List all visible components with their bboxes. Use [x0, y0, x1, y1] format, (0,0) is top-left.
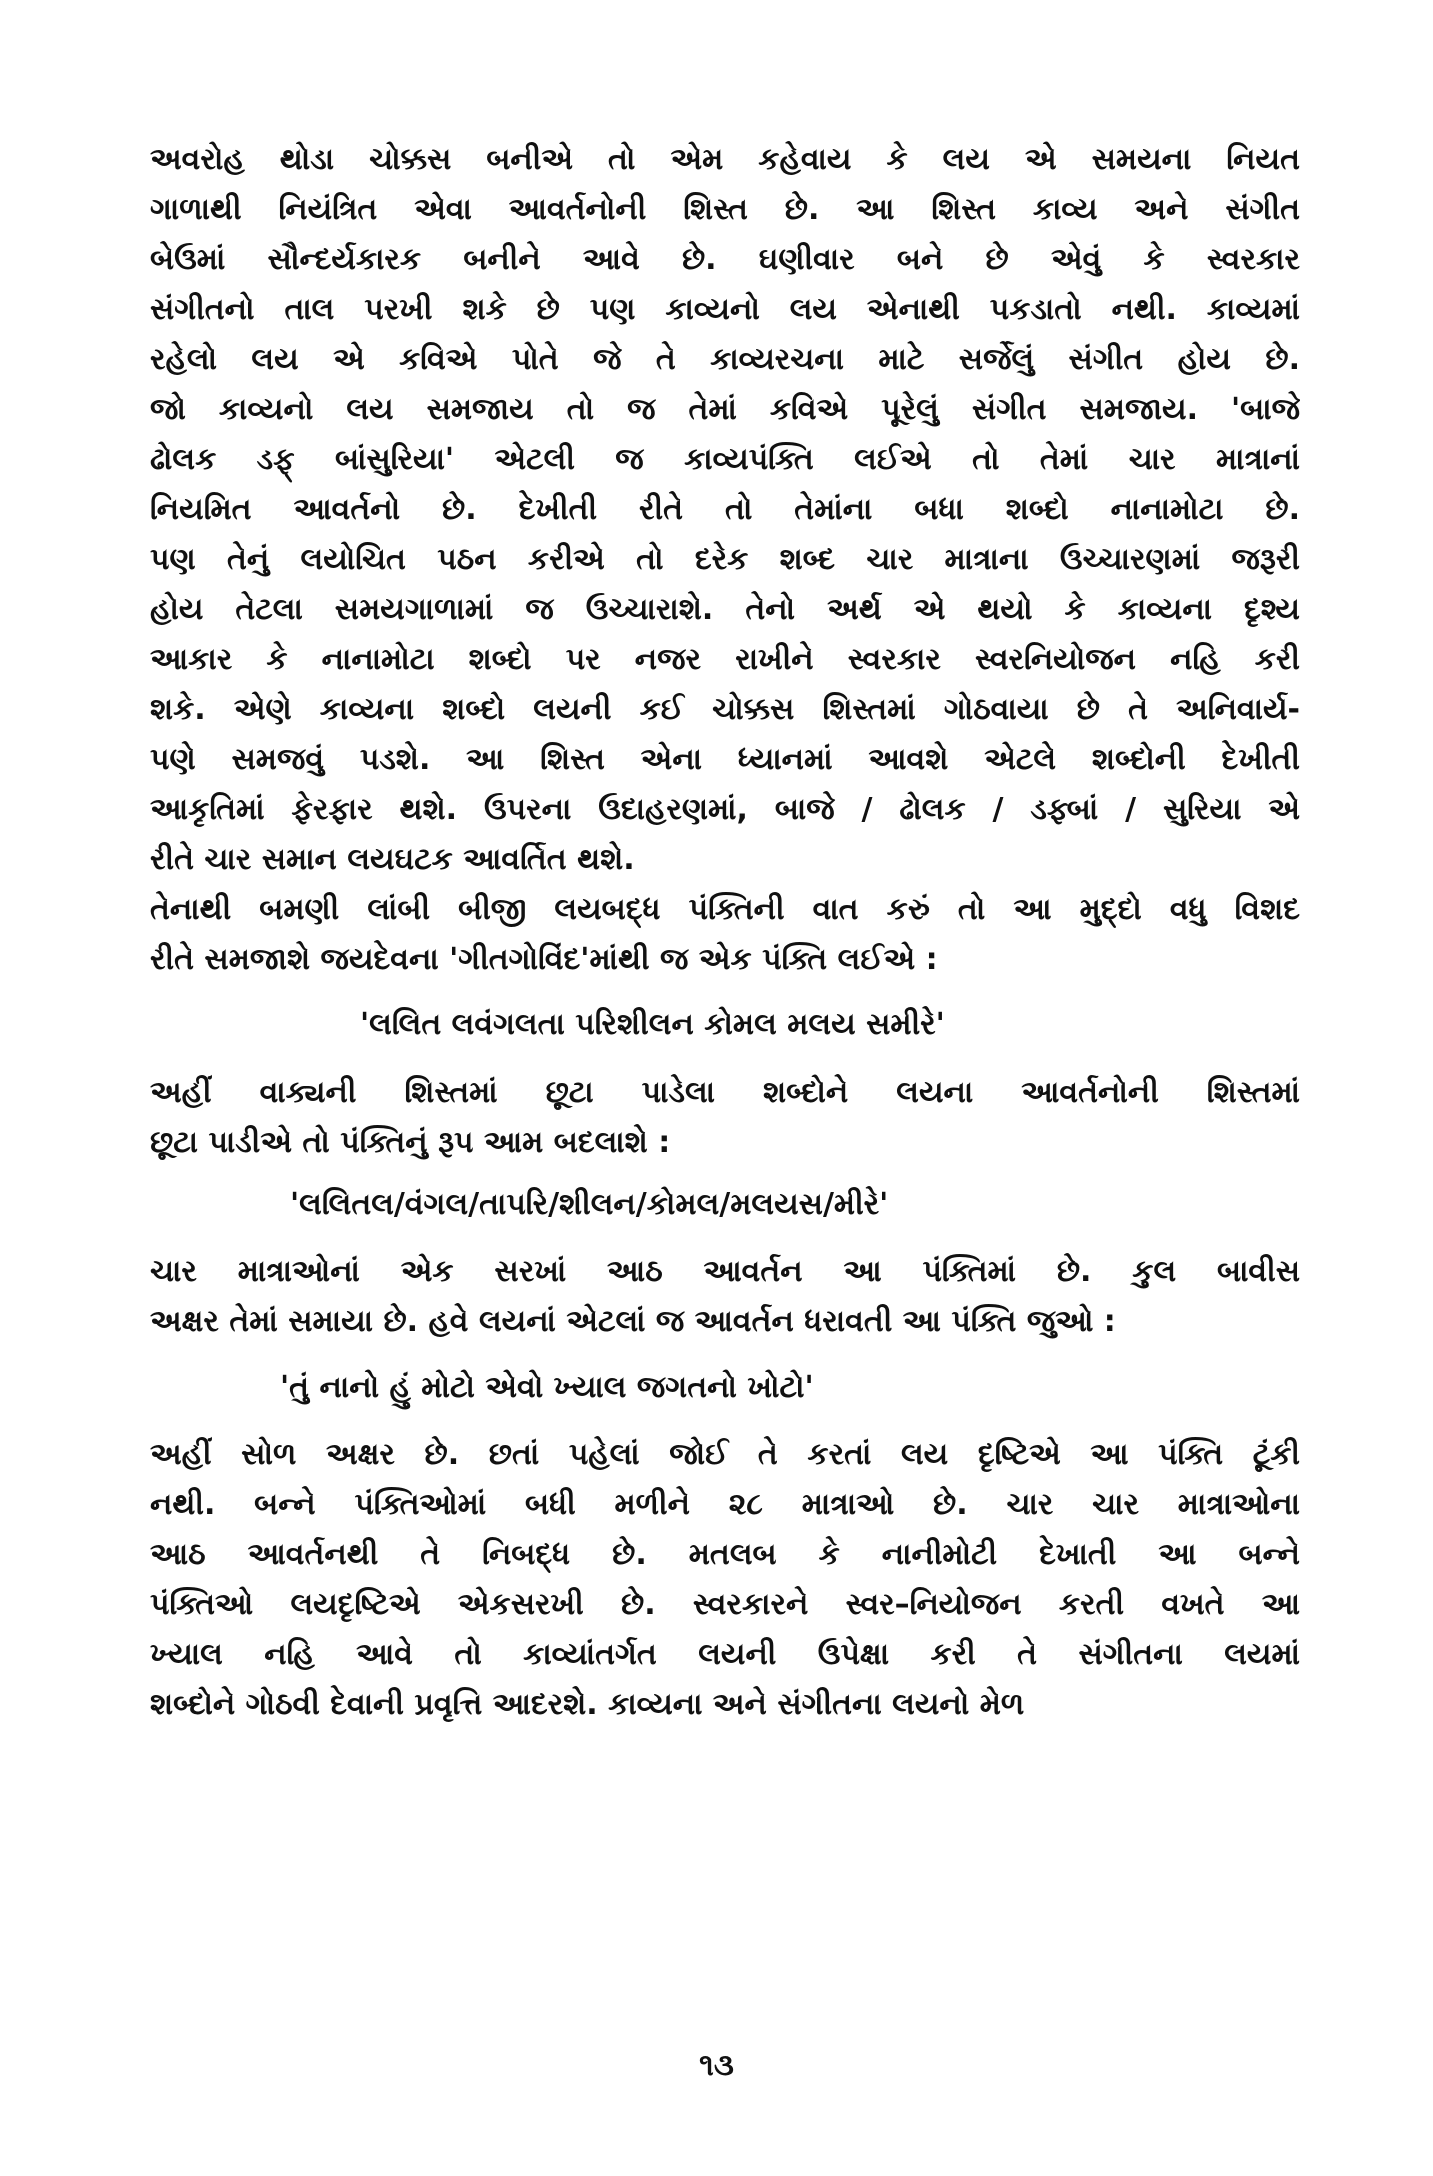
paragraph-3 — [150, 1068, 1300, 1168]
text-line: આકાર કે નાનામોટા શબ્દો પર નજર રાખીને સ્વરકાર સ્વરનિયોજન નહિ કરી — [150, 642, 1300, 677]
text-line: ઢોલક ડફ્ બાંસુરિયા' એટલી જ કાવ્યપંક્તિ લઈએ તો તેમાં ચાર માત્રાનાં — [150, 442, 1300, 477]
text-line: અવરોહ થોડા ચોક્કસ બનીએ તો એમ કહેવાય કે લય એ સમયના નિયત — [150, 142, 1300, 177]
paragraph-1-text — [150, 135, 1300, 885]
text-line: અહીં સોળ અક્ષર છે. છતાં પહેલાં જોઈ તે કરતાં લય દૃષ્ટિએ આ પંક્તિ ટૂંકી — [150, 1437, 1300, 1472]
text-line: પણ તેનું લયોચિત પઠન કરીએ તો દરેક શબ્દ ચાર માત્રાના ઉચ્ચારણમાં જરૂરી — [150, 542, 1300, 577]
text-line: ગાળાથી નિયંત્રિત એવા આવર્તનોની શિસ્ત છે. આ શિસ્ત કાવ્ય અને સંગીત — [150, 192, 1300, 227]
text-line: શકે. એણે કાવ્યના શબ્દો લયની કઈ ચોક્કસ શિસ્તમાં ગોઠવાયા છે તે અનિવાર્ય- — [150, 692, 1300, 727]
text-line: આઠ આવર્તનથી તે નિબદ્ધ છે. મતલબ કે નાનીમોટી દેખાતી આ બન્ને — [150, 1537, 1300, 1572]
paragraph-5 — [150, 1430, 1300, 1730]
text-line: પણે સમજવું પડશે. આ શિસ્ત એના ધ્યાનમાં આવશે એટલે શબ્દોની દેખીતી — [150, 742, 1300, 777]
quoted-verse-1: 'લલિત લવંગલતા પરિશીલન કોમલ મલય સમીરે' — [360, 1007, 945, 1042]
text-line: બેઉમાં સૌન્દર્યકારક બનીને આવે છે. ઘણીવાર બને છે એવું કે સ્વરકાર — [150, 242, 1300, 277]
text-line: નથી. બન્ને પંક્તિઓમાં બધી મળીને ૨૮ માત્રાઓ છે. ચાર ચાર માત્રાઓના — [150, 1487, 1300, 1522]
text-line: નિયમિત આવર્તનો છે. દેખીતી રીતે તો તેમાંના બધા શબ્દો નાનામોટા છે. — [150, 492, 1300, 527]
text-line: હોય તેટલા સમયગાળામાં જ ઉચ્ચારાશે. તેનો અર્થ એ થયો કે કાવ્યના દૃશ્ય — [150, 592, 1300, 627]
paragraph-3-text — [150, 1068, 1300, 1168]
page-number: ૧૩ — [699, 2048, 734, 2083]
text-line: અક્ષર તેમાં સમાયા છે. હવે લયનાં એટલાં જ આવર્તન ધરાવતી આ પંક્તિ જુઓ : — [150, 1304, 1116, 1339]
text-line: અહીં વાક્યની શિસ્તમાં છૂટા પાડેલા શબ્દોને લયના આવર્તનોની શિસ્તમાં — [150, 1075, 1300, 1110]
paragraph-1 — [150, 135, 1300, 885]
text-line: ચાર માત્રાઓનાં એક સરખાં આઠ આવર્તન આ પંક્તિમાં છે. કુલ બાવીસ — [150, 1254, 1300, 1289]
text-line: તેનાથી બમણી લાંબી બીજી લયબદ્ધ પંક્તિની વાત કરું તો આ મુદ્દો વધુ વિશદ — [150, 892, 1300, 927]
paragraph-4 — [150, 1247, 1300, 1347]
text-line: જો કાવ્યનો લય સમજાય તો જ તેમાં કવિએ પૂરેલું સંગીત સમજાય. 'બાજે — [150, 392, 1300, 427]
text-line: રહેલો લય એ કવિએ પોતે જે તે કાવ્યરચના માટે સર્જેલું સંગીત હોય છે. — [150, 342, 1300, 377]
text-line: ખ્યાલ નહિ આવે તો કાવ્યાંતર્ગત લયની ઉપેક્ષા કરી તે સંગીતના લયમાં — [150, 1637, 1300, 1672]
text-line: રીતે સમજાશે જયદેવના 'ગીતગોવિંદ'માંથી જ એક પંક્તિ લઈએ : — [150, 942, 938, 977]
text-line: શબ્દોને ગોઠવી દેવાની પ્રવૃત્તિ આદરશે. કાવ્યના અને સંગીતના લયનો મેળ — [150, 1687, 1025, 1722]
text-line: છૂટા પાડીએ તો પંક્તિનું રૂપ આમ બદલાશે : — [150, 1125, 671, 1160]
text-line: પંક્તિઓ લયદૃષ્ટિએ એકસરખી છે. સ્વરકારને સ્વર–નિયોજન કરતી વખતે આ — [150, 1587, 1300, 1622]
text-line: આકૃતિમાં ફેરફાર થશે. ઉપરના ઉદાહરણમાં, બાજે / ઢોલક / ડફ્બાં / સુરિયા એ — [150, 792, 1300, 827]
paragraph-5-text — [150, 1430, 1300, 1730]
quoted-verse-2: 'લલિતલ/વંગલ/તાપરિ/શીલન/કોમલ/મલયસ/મીરે' — [290, 1187, 889, 1222]
quoted-verse-3: 'તું નાનો હું મોટો એવો ખ્યાલ જગતનો ખોટો' — [280, 1370, 814, 1405]
paragraph-2-text — [150, 885, 1300, 985]
text-line: સંગીતનો તાલ પરખી શકે છે પણ કાવ્યનો લય એનાથી પકડાતો નથી. કાવ્યમાં — [150, 292, 1300, 327]
paragraph-4-text — [150, 1247, 1300, 1347]
text-line: રીતે ચાર સમાન લયઘટક આવર્તિત થશે. — [150, 842, 635, 877]
paragraph-2 — [150, 885, 1300, 985]
